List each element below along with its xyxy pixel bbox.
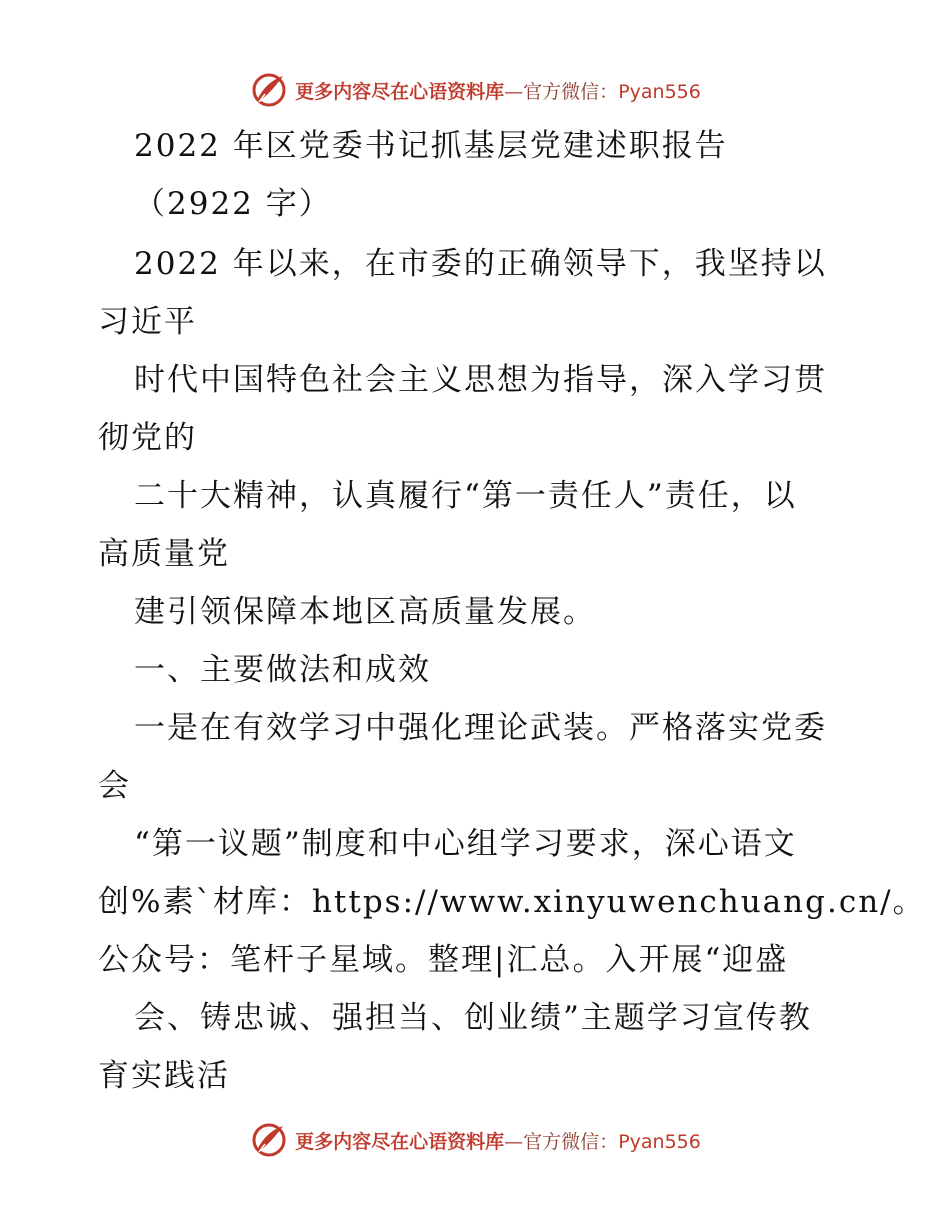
watermark-dash: — [504,1130,524,1153]
text-line: 育实践活 [98,1058,230,1094]
watermark-label: 官方微信： [523,1130,619,1153]
quill-logo-icon [249,70,289,110]
text-line: 一是在有效学习中强化理论武装。严格落实党委 [134,710,827,746]
watermark-text [295,1127,701,1154]
text-line: 彻党的 [98,420,197,456]
watermark-label: 官方微信： [523,80,619,103]
text-line-url: 创%素`材库：https://www.xinyuwenchuang.cn/。 [98,884,926,920]
document-subtitle: （2922 字） [134,186,332,222]
document-title: 2022 年区党委书记抓基层党建述职报告 [134,128,728,164]
watermark-wechat-id: Pyan556 [618,1130,701,1153]
footer-watermark [0,1118,950,1162]
text-line: 会、铸忠诚、强担当、创业绩”主题学习宣传教 [134,1000,812,1036]
text-line: 高质量党 [98,536,230,572]
text-line: 2022 年以来，在市委的正确领导下，我坚持以 [134,246,827,282]
watermark-brand: 更多内容尽在心语资料库 [295,80,505,103]
text-line: 习近平 [98,304,197,340]
quill-logo-icon [249,1120,289,1160]
text-line: 公众号：笔杆子星域。整理|汇总。入开展“迎盛 [98,942,789,978]
watermark-text [295,77,701,104]
text-line: 时代中国特色社会主义思想为指导，深入学习贯 [134,362,827,398]
watermark-dash: — [504,80,524,103]
header-watermark [0,68,950,112]
text-line: “第一议题”制度和中心组学习要求，深心语文 [134,826,797,862]
watermark-brand: 更多内容尽在心语资料库 [295,1130,505,1153]
section-heading: 一、主要做法和成效 [134,652,431,688]
text-line: 建引领保障本地区高质量发展。 [134,594,596,630]
watermark-wechat-id: Pyan556 [618,80,701,103]
text-line: 会 [98,768,131,804]
text-line: 二十大精神，认真履行“第一责任人”责任，以 [134,478,797,514]
